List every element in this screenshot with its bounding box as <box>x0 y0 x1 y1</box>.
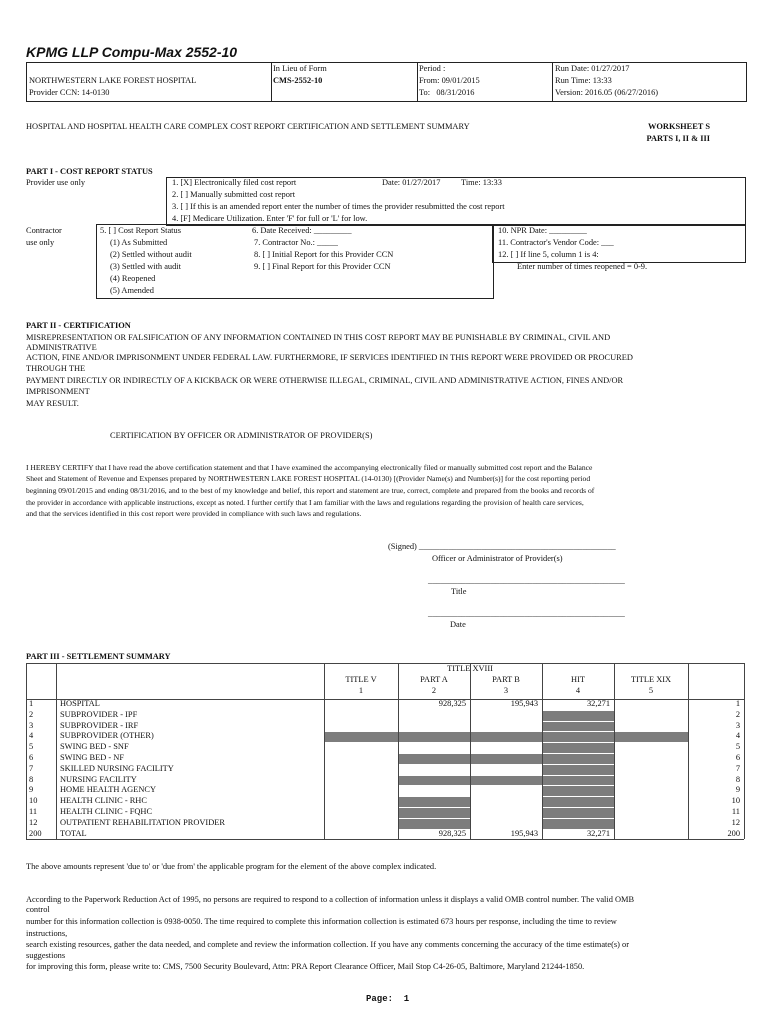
status-item-1: 1. [X] Electronically filed cost report <box>172 178 297 187</box>
row-line-number: 8 <box>29 774 34 784</box>
shaded-cell <box>615 732 688 742</box>
shaded-cell <box>471 732 542 742</box>
warning-line-5: PAYMENT DIRECTLY OR INDIRECTLY OF A KICKBACK OR WERE OTHERWISE ILLEGAL, CRIMINAL, CIVIL AND ADMINISTRATIVE ACTION, FINES AND/OR <box>26 376 624 385</box>
run-date: Run Date: 01/27/2017 <box>555 64 630 73</box>
status-date: Date: 01/27/2017 <box>382 178 441 187</box>
paperwork-line-4: instructions, <box>26 929 68 938</box>
page-number: Page: 1 <box>366 994 410 1004</box>
shaded-cell <box>399 808 470 818</box>
paperwork-line-3: number for this information collection is 0938-0050. The time required to complete this information collection is estimated 673 hours per response, including the time to review <box>26 917 617 926</box>
part3-heading: PART III - SETTLEMENT SUMMARY <box>26 652 171 661</box>
warning-line-1: MISREPRESENTATION OR FALSIFICATION OF ANY INFORMATION CONTAINED IN THIS COST REPORT MAY BE PUNISHABLE BY CRIMINAL, CIVIL AND <box>26 333 611 342</box>
row-value-col-3: 195,943 <box>510 699 538 708</box>
shaded-cell <box>543 732 614 742</box>
row-line-number: 12 <box>29 817 38 827</box>
row-end-number: 10 <box>731 796 740 806</box>
certification-heading: CERTIFICATION BY OFFICER OR ADMINISTRATOR OF PROVIDER(S) <box>110 431 373 440</box>
worksheet-label: WORKSHEET S <box>648 122 710 131</box>
row-label: SUBPROVIDER (OTHER) <box>60 731 154 741</box>
signature-caption: Officer or Administrator of Provider(s) <box>432 554 563 563</box>
cert-line-3: beginning 09/01/2015 and ending 08/31/2016, and to the best of my knowledge and belief, this report and statement are true, correct, complete and prepared from the books and records of <box>26 486 595 495</box>
row-value-col-2: 928,325 <box>438 699 466 708</box>
title-xviii-header: TITLE XVIII <box>447 664 493 673</box>
date-caption: Date <box>450 620 466 629</box>
row-label: OUTPATIENT REHABILITATION PROVIDER <box>60 817 225 827</box>
warning-line-6: IMPRISONMENT <box>26 387 90 396</box>
shaded-cell <box>471 754 542 764</box>
signature-line[interactable]: (Signed) _______________________________________________ <box>388 542 616 551</box>
date-line[interactable]: _______________________________________________ <box>428 609 625 618</box>
contractor-no: 7. Contractor No.: _____ <box>254 238 338 247</box>
row-label: HOSPITAL <box>60 699 100 708</box>
table-col-rule <box>56 663 57 839</box>
column-header-4: HIT <box>571 675 585 684</box>
status-reopened: (4) Reopened <box>110 274 156 283</box>
row-line-number: 2 <box>29 709 34 719</box>
title-caption: Title <box>451 587 467 596</box>
provider-use-only: Provider use only <box>26 178 86 187</box>
part2-heading: PART II - CERTIFICATION <box>26 321 131 330</box>
row-value-col-3: 195,943 <box>510 828 538 838</box>
shaded-cell <box>399 732 470 742</box>
warning-line-4: THROUGH THE <box>26 364 86 373</box>
worksheet-parts: PARTS I, II & III <box>646 134 710 143</box>
row-line-number: 10 <box>29 796 38 806</box>
row-label: HEALTH CLINIC - RHC <box>60 796 147 806</box>
shaded-cell <box>543 819 614 829</box>
paperwork-line-1: According to the Paperwork Reduction Act of 1995, no persons are required to respond to a collection of information unless it displays a valid OMB control number. The valid OMB <box>26 895 635 904</box>
title-line[interactable]: _______________________________________________ <box>428 576 625 585</box>
row-end-number: 6 <box>735 753 740 762</box>
row-label: SUBPROVIDER - IPF <box>60 709 138 719</box>
row-end-number: 12 <box>731 817 740 827</box>
paperwork-line-7: for improving this form, please write to: CMS, 7500 Security Boulevard, Attn: PRA Report Clearance Officer, Mail Stop C4-26-05, Baltimore, Maryland 21244-1850. <box>26 962 585 971</box>
table-col-rule <box>744 663 745 839</box>
shaded-cell <box>543 765 614 775</box>
shaded-cell <box>543 722 614 732</box>
shaded-cell <box>399 776 470 786</box>
row-line-number: 9 <box>29 785 34 795</box>
npr-date: 10. NPR Date: _________ <box>498 226 587 235</box>
warning-line-2: ADMINISTRATIVE <box>26 343 97 352</box>
in-lieu-of: In Lieu of Form <box>273 64 327 73</box>
hospital-name: NORTHWESTERN LAKE FOREST HOSPITAL <box>29 76 197 85</box>
table-border-bottom <box>26 839 744 840</box>
row-label: SWING BED - SNF <box>60 742 129 752</box>
shaded-cell <box>543 711 614 721</box>
column-header-3: PART B <box>492 675 520 684</box>
row-label: SWING BED - NF <box>60 753 124 762</box>
status-settled-with-audit: (3) Settled with audit <box>110 262 181 271</box>
status-time: Time: 13:33 <box>461 178 502 187</box>
shaded-cell <box>543 743 614 753</box>
row-end-number: 7 <box>735 763 740 773</box>
row-label: SUBPROVIDER - IRF <box>60 720 139 730</box>
row-end-number: 11 <box>731 807 740 816</box>
row-label: HEALTH CLINIC - FQHC <box>60 807 153 816</box>
row-line-number: 11 <box>29 807 38 816</box>
final-report: 9. [ ] Final Report for this Provider CCN <box>254 262 391 271</box>
paperwork-line-6: suggestions <box>26 951 66 960</box>
row-line-number: 1 <box>29 699 34 708</box>
table-border-top <box>26 663 744 664</box>
status-settled-without-audit: (2) Settled without audit <box>110 250 192 259</box>
shaded-cell <box>543 797 614 807</box>
status-as-submitted: (1) As Submitted <box>110 238 168 247</box>
form-number: CMS-2552-10 <box>273 76 323 85</box>
column-header-2: PART A <box>420 675 448 684</box>
shaded-cell <box>399 797 470 807</box>
shaded-cell <box>399 819 470 829</box>
row-value-col-4: 32,271 <box>586 828 610 838</box>
row-label: HOME HEALTH AGENCY <box>60 785 156 795</box>
paperwork-line-2: control <box>26 905 50 914</box>
shaded-cell <box>543 808 614 818</box>
provider-ccn: Provider CCN: 14-0130 <box>29 88 110 97</box>
table-col-rule <box>26 663 27 839</box>
period-from: From: 09/01/2015 <box>419 76 480 85</box>
cost-report-status: 5. [ ] Cost Report Status <box>100 226 181 235</box>
row-end-number: 200 <box>727 828 740 838</box>
contractor-use-only: use only <box>26 238 55 247</box>
row-end-number: 2 <box>735 709 740 719</box>
row-end-number: 3 <box>735 720 740 730</box>
period-to: To: 08/31/2016 <box>419 88 475 97</box>
row-line-number: 6 <box>29 753 34 762</box>
row-value-col-4: 32,271 <box>586 699 610 708</box>
column-number-5: 5 <box>648 686 654 695</box>
shaded-cell <box>543 786 614 796</box>
shaded-cell <box>543 754 614 764</box>
version: Version: 2016.05 (06/27/2016) <box>555 88 659 97</box>
initial-report: 8. [ ] Initial Report for this Provider CCN <box>254 250 394 259</box>
shaded-cell <box>543 776 614 786</box>
column-number-3: 3 <box>503 686 509 695</box>
document-title: KPMG LLP Compu-Max 2552-10 <box>26 44 238 60</box>
warning-line-3: ACTION, FINE AND/OR IMPRISONMENT UNDER FEDERAL LAW. FURTHERMORE, IF SERVICES IDENTIFIED IN THIS REPORT WERE PROVIDED OR PROCURED <box>26 353 633 362</box>
row-line-number: 3 <box>29 720 34 730</box>
row-end-number: 5 <box>735 742 740 752</box>
row-label: NURSING FACILITY <box>60 774 137 784</box>
row-label: SKILLED NURSING FACILITY <box>60 763 174 773</box>
shaded-cell <box>325 732 398 742</box>
cert-line-5: and that the services identified in this cost report were provided in compliance with such laws and regulations. <box>26 509 362 518</box>
column-header-1: TITLE V <box>345 675 377 684</box>
row-line-number: 5 <box>29 742 34 752</box>
column-header-5: TITLE XIX <box>630 675 672 684</box>
table-header-rule <box>26 699 744 700</box>
column-number-1: 1 <box>358 686 364 695</box>
row-end-number: 9 <box>735 785 740 795</box>
reopen-check: 12. [ ] If line 5, column 1 is 4: <box>498 250 599 259</box>
date-received: 6. Date Received: _________ <box>252 226 352 235</box>
reopen-count: Enter number of times reopened = 0-9. <box>517 262 648 271</box>
cert-line-2: Sheet and Statement of Revenue and Expenses prepared by NORTHWESTERN LAKE FOREST HOSPITAL (14-0130) [(Provider Name(s) and Number(s)] for the cost reporting period <box>26 474 591 483</box>
contractor-label: Contractor <box>26 226 62 235</box>
settlement-note: The above amounts represent 'due to' or 'due from' the applicable program for the element of the above complex indicated. <box>26 862 437 871</box>
run-time: Run Time: 13:33 <box>555 76 612 85</box>
vendor-code: 11. Contractor's Vendor Code: ___ <box>498 238 614 247</box>
row-line-number: 7 <box>29 763 34 773</box>
row-line-number: 4 <box>29 731 34 741</box>
report-title: HOSPITAL AND HOSPITAL HEALTH CARE COMPLEX COST REPORT CERTIFICATION AND SETTLEMENT SUMMARY <box>26 122 470 131</box>
cert-line-1: I HEREBY CERTIFY that I have read the above certification statement and that I have examined the accompanying electronically filed or manually submitted cost report and the Balance <box>26 463 593 472</box>
cert-line-4: the provider in accordance with applicable instructions, except as noted. I further certify that I am familiar with the laws and regulations regarding the provision of health care services, <box>26 498 584 507</box>
warning-line-7: MAY RESULT. <box>26 399 79 408</box>
shaded-cell <box>399 754 470 764</box>
status-amended: (5) Amended <box>110 286 154 295</box>
paperwork-line-5: search existing resources, gather the data needed, and complete and review the information collection. If you have any comments concerning the accuracy of the time estimate(s) or <box>26 940 629 949</box>
part1-heading: PART I - COST REPORT STATUS <box>26 167 153 176</box>
row-line-number: 200 <box>29 828 42 838</box>
column-number-2: 2 <box>431 686 437 695</box>
status-item-2: 2. [ ] Manually submitted cost report <box>172 190 296 199</box>
row-label: TOTAL <box>60 828 87 838</box>
row-end-number: 8 <box>735 774 740 784</box>
row-value-col-2: 928,325 <box>438 828 466 838</box>
status-item-3: 3. [ ] If this is an amended report enter the number of times the provider resubmitted the cost report <box>172 202 505 211</box>
row-end-number: 1 <box>735 699 740 708</box>
period-label: Period : <box>419 64 446 73</box>
shaded-cell <box>471 776 542 786</box>
row-end-number: 4 <box>735 731 740 741</box>
column-number-4: 4 <box>575 686 581 695</box>
status-item-4: 4. [F] Medicare Utilization. Enter 'F' for full or 'L' for low. <box>172 214 368 223</box>
